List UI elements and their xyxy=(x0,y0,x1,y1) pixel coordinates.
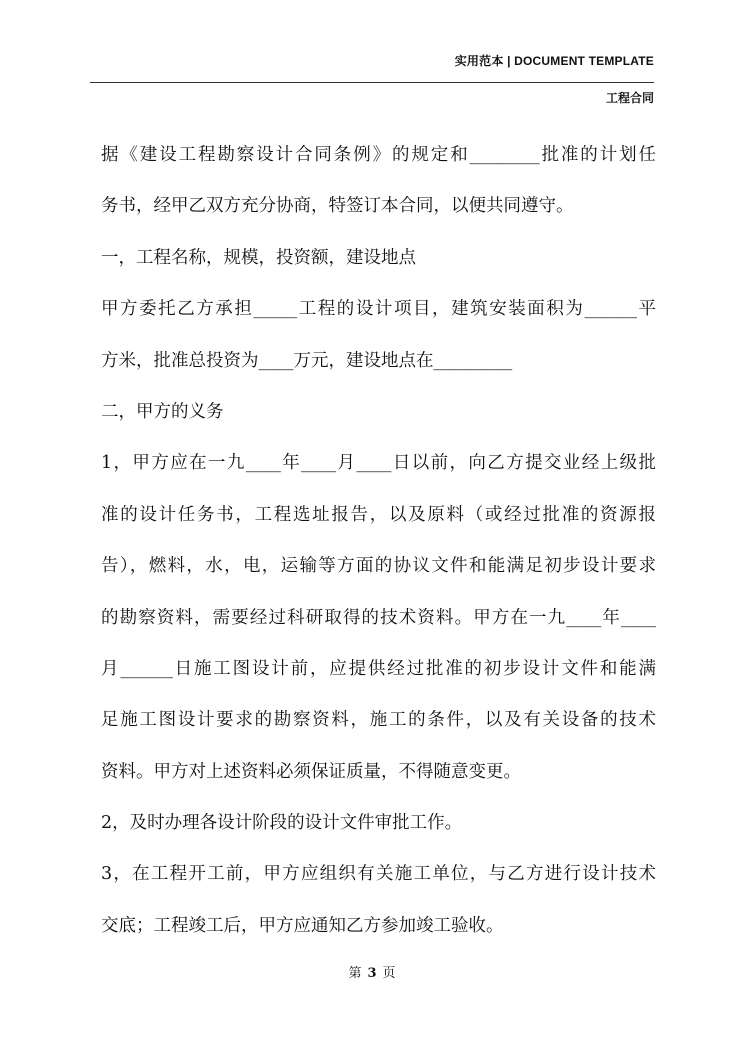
clause-1-line-6: 足施工图设计要求的勘察资料，施工的条件，以及有关设备的技术 xyxy=(101,710,656,731)
page-number: 3 xyxy=(367,966,377,981)
body-line-2: 务书，经甲乙双方充分协商，特签订本合同，以便共同遵守。 xyxy=(101,196,574,217)
template-label: 实用范本 | DOCUMENT TEMPLATE xyxy=(454,54,654,68)
section-heading-1: 一，工程名称，规模，投资额，建设地点 xyxy=(101,247,416,268)
page-footer xyxy=(0,962,744,981)
clause-2: 2，及时办理各设计阶段的设计文件审批工作。 xyxy=(101,813,463,834)
clause-1-line-3: 告），燃料，水，电，运输等方面的协议文件和能满足初步设计要求 xyxy=(101,556,656,577)
clause-1-line-4: 的勘察资料，需要经过科研取得的技术资料。甲方在一九____年____ xyxy=(101,607,656,628)
clause-1-line-5: 月______日施工图设计前，应提供经过批准的初步设计文件和能满 xyxy=(101,658,656,679)
body-line-4: 甲方委托乙方承担_____工程的设计项目，建筑安装面积为______平 xyxy=(101,299,656,320)
body-line-5: 方米，批准总投资为____万元，建设地点在_________ xyxy=(101,350,513,371)
document-type-label: 工程合同 xyxy=(605,91,654,105)
contract-body xyxy=(101,130,656,952)
page-prefix: 第 xyxy=(348,966,362,981)
body-line-1: 据《建设工程勘察设计合同条例》的规定和________批准的计划任 xyxy=(101,145,656,165)
header-divider xyxy=(90,82,654,83)
clause-1-line-1: 1，甲方应在一九____年____月____日以前，向乙方提交业经上级批 xyxy=(101,453,656,474)
page-suffix: 页 xyxy=(382,966,396,981)
clause-1-line-7: 资料。甲方对上述资料必须保证质量，不得随意变更。 xyxy=(101,761,521,782)
clause-3-line-1: 3，在工程开工前，甲方应组织有关施工单位，与乙方进行设计技术 xyxy=(101,864,656,885)
clause-1-line-2: 准的设计任务书，工程选址报告，以及原料（或经过批准的资源报 xyxy=(101,504,656,525)
section-heading-2: 二，甲方的义务 xyxy=(101,401,224,422)
clause-3-line-2: 交底；工程竣工后，甲方应通知乙方参加竣工验收。 xyxy=(101,915,504,936)
